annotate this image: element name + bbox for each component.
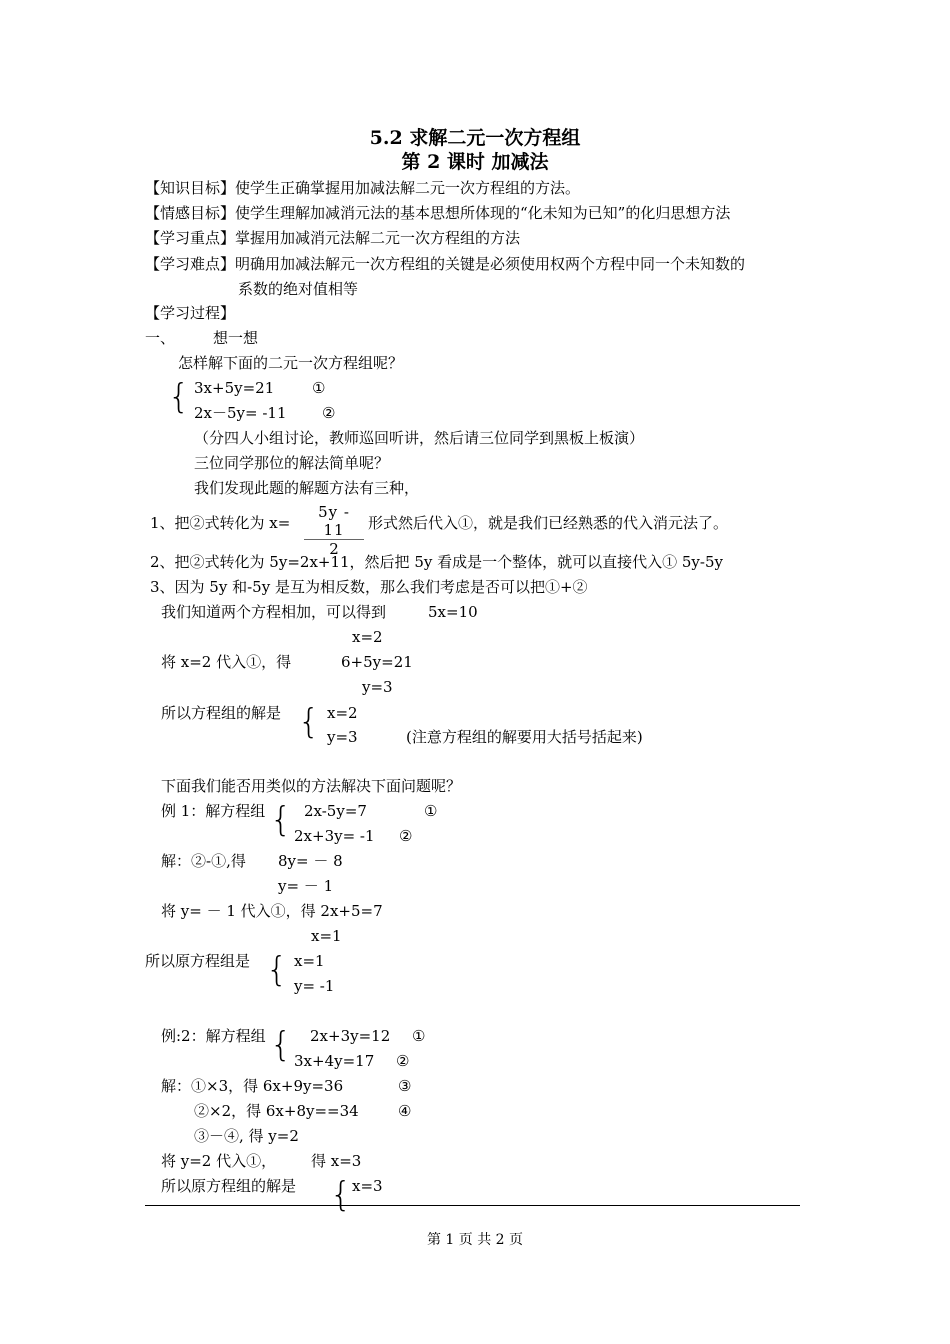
example-2-equation-2: 3x+4y=17 (294, 1052, 375, 1070)
equation-2-mark: ② (322, 404, 336, 422)
example-2-step-3: ③－④, 得 y=2 (194, 1127, 299, 1145)
fraction (304, 503, 364, 558)
example-2-step-2-mark: ④ (398, 1102, 412, 1120)
key-point: 【学习重点】掌握用加减消元法解二元一次方程组的方法 (145, 229, 521, 247)
example-2-equation-1-mark: ① (412, 1027, 426, 1045)
page-subtitle: 第 2 课时 加减法 (401, 151, 549, 173)
example-1-equation-1: 2x-5y=7 (304, 802, 367, 820)
method-1-suffix: 形式然后代入①，就是我们已经熟悉的代入消元法了。 (368, 514, 729, 532)
example-2-step-2: ②×2，得 6x+8y==34 (194, 1102, 359, 1120)
page-title: 5.2 求解二元一次方程组 (369, 127, 581, 149)
process-heading: 【学习过程】 (145, 304, 236, 322)
example-1-solution-y: y= -1 (294, 977, 335, 995)
example-2-step-1-mark: ③ (398, 1077, 412, 1095)
example-1-equation-2: 2x+3y= -1 (294, 827, 375, 845)
example-1-step-3: 将 y= － 1 代入①，得 2x+5=7 (161, 902, 383, 920)
fraction-numerator: 5y - 11 (304, 503, 364, 540)
example-1-equation-2-mark: ② (399, 827, 413, 845)
three-methods: 我们发现此题的解题方法有三种， (194, 479, 420, 497)
add-line: 我们知道两个方程相加，可以得到 (161, 603, 387, 621)
example-2-label: 例:2：解方程组 (161, 1027, 266, 1045)
equation-1: 3x+5y=21 (194, 379, 275, 397)
example-1-step-1-equation: 8y= － 8 (278, 852, 343, 870)
example-2-step-4a: 将 y=2 代入①， (161, 1152, 277, 1170)
equation-2: 2x－5y= -11 (194, 404, 287, 422)
example-2-solution-x: x=3 (352, 1177, 383, 1195)
example-2-step-1: 解：①×3，得 6x+9y=36 (161, 1077, 344, 1095)
equation-1-mark: ① (312, 379, 326, 397)
emotion-objective: 【情感目标】使学生理解加减消元法的基本思想所体现的“化未知为已知”的化归思想方法 (145, 204, 731, 222)
solution-y: y=3 (327, 728, 358, 746)
section-number: 一、 (145, 329, 176, 347)
footer-rule (145, 1205, 800, 1206)
example-2-step-4b: 得 x=3 (311, 1152, 362, 1170)
example-1-equation-1-mark: ① (424, 802, 438, 820)
solution-x: x=2 (327, 704, 358, 722)
example-2-equation-1: 2x+3y=12 (310, 1027, 391, 1045)
question-text: 怎样解下面的二元一次方程组呢？ (178, 354, 404, 372)
add-result: 5x=10 (428, 603, 478, 621)
example-2-solution-brace: { (330, 1175, 352, 1215)
method-2: 2、把②式转化为 5y=2x+11，然后把 5y 看成是一个整体，就可以直接代入① 5y-5y (150, 553, 723, 571)
example-2-brace: { (270, 1025, 292, 1065)
substitute-line: 将 x=2 代入①，得 (161, 653, 292, 671)
example-2-equation-2-mark: ② (396, 1052, 410, 1070)
example-1-step-1-label: 解：②-①,得 (161, 852, 246, 870)
solution-label: 所以方程组的解是 (161, 704, 282, 722)
substitute-equation: 6+5y=21 (341, 653, 413, 671)
example-1-step-2: y= － 1 (278, 877, 334, 895)
example-1-label: 例 1：解方程组 (161, 802, 266, 820)
solution-brace: { (298, 702, 320, 742)
system-brace: { (168, 377, 190, 417)
difficulty-line-2: 系数的绝对值相等 (238, 280, 359, 298)
method-1-prefix: 1、把②式转化为 x= (150, 514, 291, 532)
discussion-note: （分四人小组讨论，教师巡回听讲，然后请三位同学到黑板上板演） (194, 429, 645, 447)
example-2-solution-label: 所以原方程组的解是 (161, 1177, 297, 1195)
fraction-denominator: 2 (329, 540, 339, 558)
y-value: y=3 (362, 678, 393, 696)
solution-note: (注意方程组的解要用大括号括起来) (406, 728, 643, 746)
x-value: x=2 (352, 628, 383, 646)
section-title: 想一想 (213, 329, 259, 347)
transition-text: 下面我们能否用类似的方法解决下面问题呢？ (161, 777, 462, 795)
example-1-solution-x: x=1 (294, 952, 325, 970)
example-1-step-4: x=1 (311, 927, 342, 945)
difficulty-line-1: 【学习难点】明确用加减法解元一次方程组的关键是必须使用权两个方程中同一个未知数的 (145, 255, 746, 273)
example-1-solution-brace: { (266, 950, 288, 990)
page-footer: 第 1 页 共 2 页 (426, 1232, 524, 1248)
example-1-solution-label: 所以原方程组是 (145, 952, 251, 970)
method-3: 3、因为 5y 和-5y 是互为相反数，那么我们考虑是否可以把①+② (150, 578, 588, 596)
knowledge-objective: 【知识目标】使学生正确掌握用加减法解二元一次方程组的方法。 (145, 179, 581, 197)
question-simplest: 三位同学那位的解法简单呢？ (194, 454, 390, 472)
example-1-brace: { (270, 800, 292, 840)
